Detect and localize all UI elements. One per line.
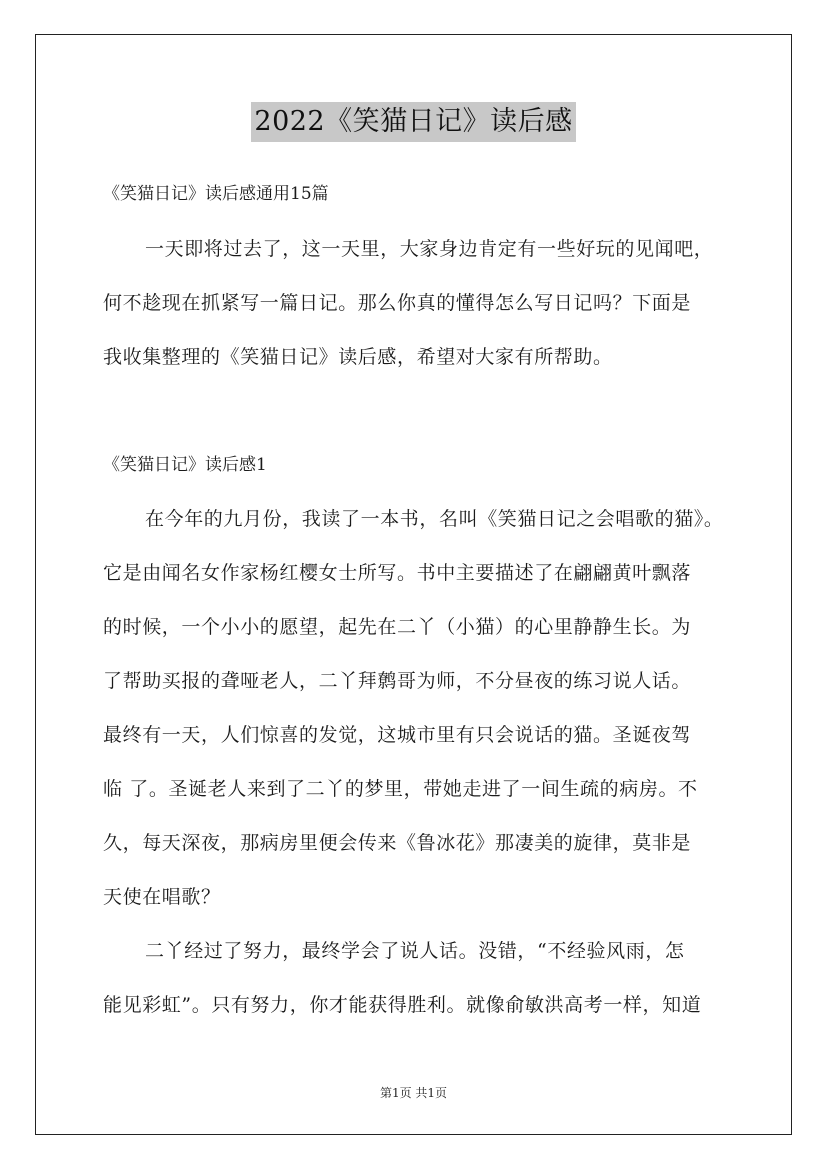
intro-line: 何不趁现在抓紧写一篇日记。那么你真的懂得怎么写日记吗？下面是 [103,292,692,314]
section-heading: 《笑猫日记》读后感1 [103,455,267,475]
paragraph1-line: 它是由闻名女作家杨红樱女士所写。书中主要描述了在翩翩黄叶飘落 [103,562,692,584]
title-container [0,102,827,142]
document-subtitle: 《笑猫日记》读后感通用15篇 [103,184,329,204]
paragraph1-line: 了帮助买报的聋哑老人，二丫拜鹩哥为师，不分昼夜的练习说人话。 [103,670,692,692]
intro-line: 我收集整理的《笑猫日记》读后感，希望对大家有所帮助。 [103,346,613,368]
paragraph1-line: 临 了。圣诞老人来到了二丫的梦里，带她走进了一间生疏的病房。不 [103,778,698,800]
paragraph1-line: 最终有一天，人们惊喜的发觉，这城市里有只会说话的猫。圣诞夜驾 [103,724,692,746]
paragraph1-line: 的时候，一个小小的愿望，起先在二丫（小猫）的心里静静生长。为 [103,616,692,638]
paragraph1-line: 在今年的九月份，我读了一本书，名叫《笑猫日记之会唱歌的猫》。 [145,508,724,530]
document-title: 2022《笑猫日记》读后感 [251,102,575,142]
page-footer: 第1页 共1页 [379,1086,448,1100]
paragraph1-line: 天使在唱歌？ [103,886,221,908]
paragraph1-line: 久，每天深夜，那病房里便会传来《鲁冰花》那凄美的旋律，莫非是 [103,832,692,854]
paragraph2-line: 二丫经过了努力，最终学会了说人话。没错，“不经验风雨，怎 [145,940,685,962]
intro-line: 一天即将过去了，这一天里，大家身边肯定有一些好玩的见闻吧， [145,238,714,260]
paragraph2-line: 能见彩虹”。只有努力，你才能获得胜利。就像俞敏洪高考一样，知道 [103,994,702,1016]
